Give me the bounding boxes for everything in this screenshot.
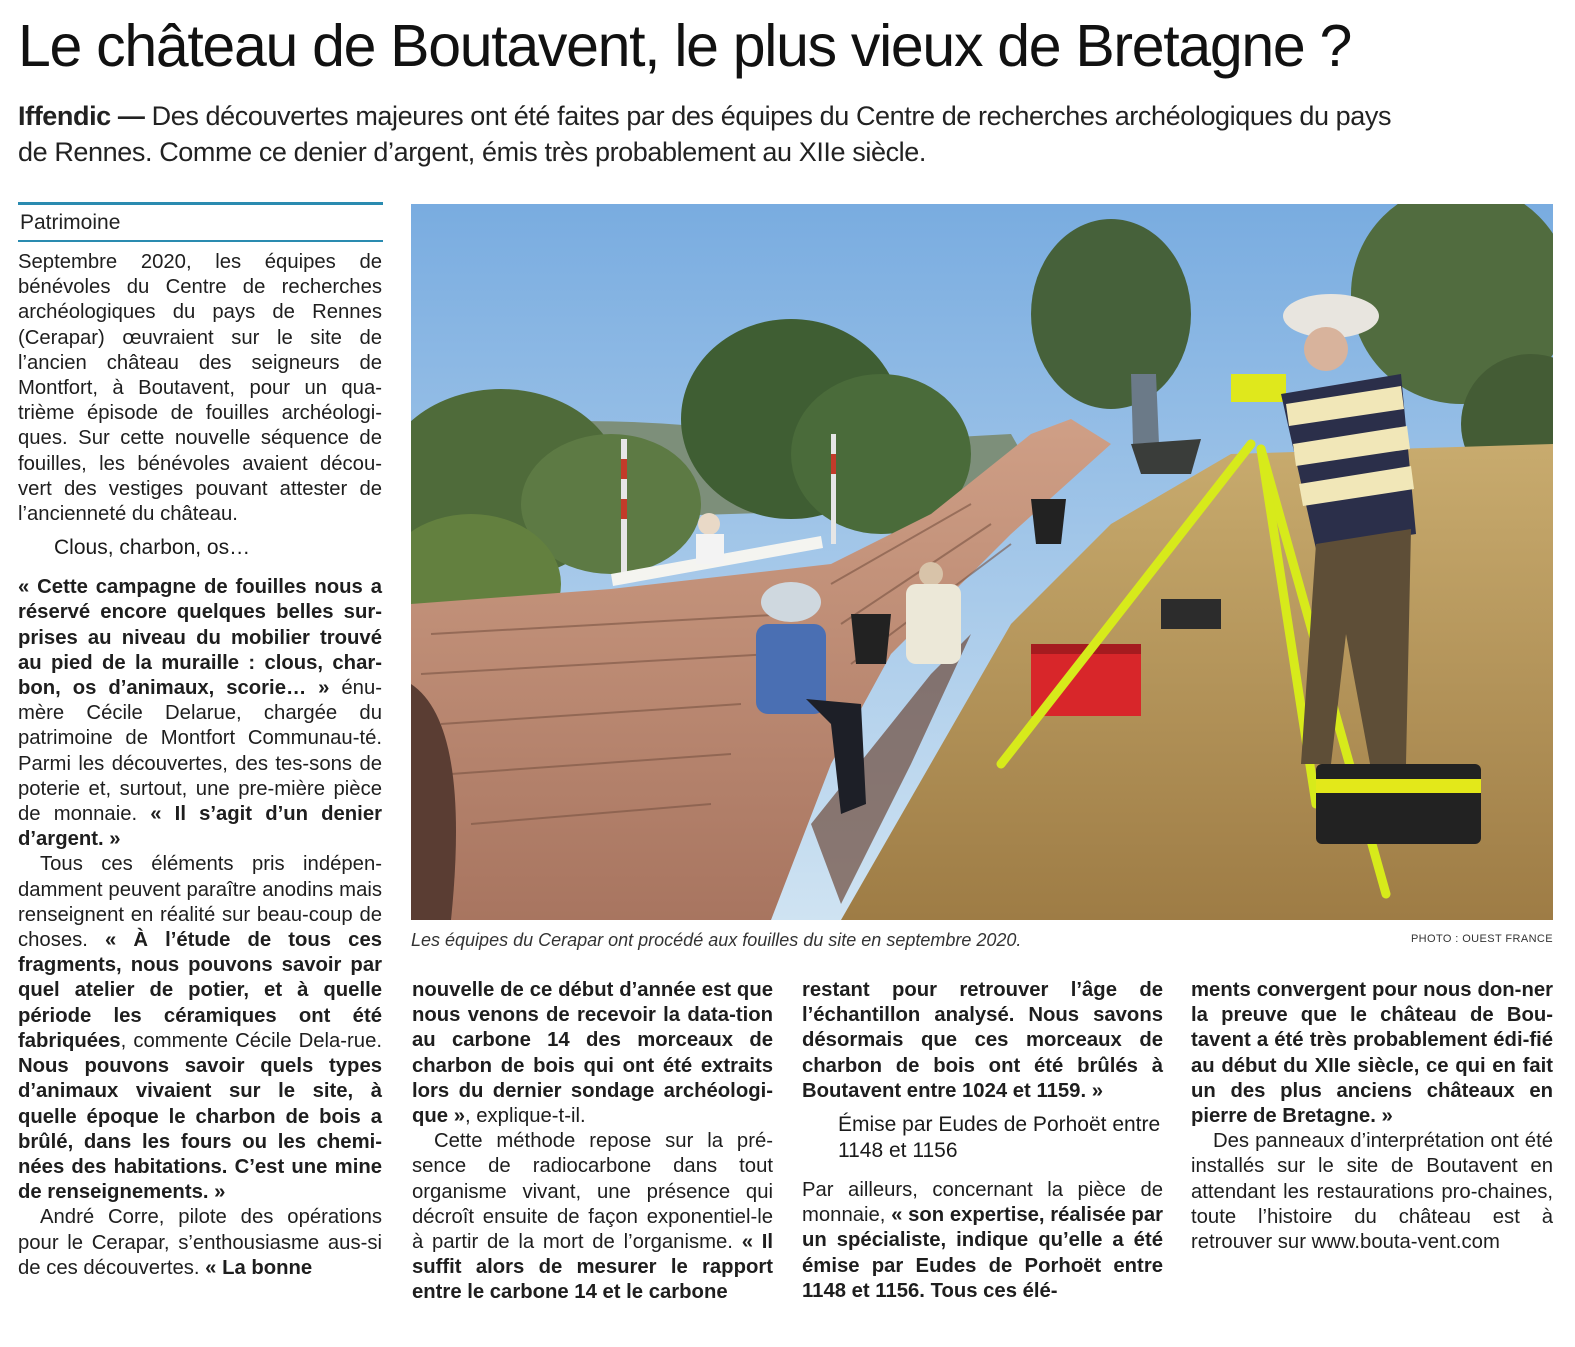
- subheading: Clous, charbon, os…: [54, 536, 251, 560]
- paragraph: [1191, 978, 1553, 1129]
- rubric-rule-bottom: [18, 240, 383, 242]
- quote: Nous pouvons savoir quels types d’animaux vivaient sur le site, à quelle époque le charbon de bois a brûlé, dans les fours ou les chemi-nées des habitations. C’est une mine de renseignements. »: [18, 1055, 382, 1204]
- quote: nouvelle de ce début d’année est que nous venons de recevoir la data-tion au carbone 14 des morceaux de charbon de bois qui ont été extraits lors du dernier sondage archéologi-que »: [412, 979, 773, 1128]
- text-run: , explique-t-il.: [464, 1105, 586, 1128]
- text-run: , commente Cécile Dela-rue.: [120, 1029, 382, 1052]
- paragraph: [412, 978, 773, 1129]
- article-column-1: [18, 250, 382, 1281]
- article-column-2: [412, 978, 773, 1306]
- paragraph: [18, 575, 382, 852]
- paragraph: [412, 1129, 773, 1305]
- paragraph: [18, 852, 382, 1205]
- text-run: énu-mère Cécile Delarue, chargée du patrimoine de Montfort Communau-té. Parmi les découvertes, des tes-sons de poterie et, surtout, une pre-mière pièce de monnaie.: [18, 677, 382, 826]
- standfirst-text: Des découvertes majeures ont été faites par des équipes du Centre de recherches archéologiques du pays de Rennes. Comme ce denier d’argent, émis très probablement au XIIe siècle.: [18, 101, 1392, 167]
- text-run: Tous ces éléments pris indépen-damment peuvent paraître anodins mais renseignent en réalité sur beau-coup de choses.: [18, 853, 382, 952]
- text-run: Cette méthode repose sur la pré-sence de radiocarbone dans tout organisme vivant, une présence qui décroît ensuite de façon exponentiel-le à partir de la mort de l’organisme.: [412, 1130, 773, 1254]
- rubric-rule-top: [18, 202, 383, 205]
- paragraph: Des panneaux d’interprétation ont été installés sur le site de Boutavent en attendant les restaurations pro-chaines, toute l’histoire du château est à retrouver sur www.bouta-vent.com: [1191, 1130, 1553, 1254]
- paragraph: [18, 1205, 382, 1281]
- photo-credit: PHOTO : OUEST FRANCE: [1410, 933, 1553, 945]
- photo-caption: Les équipes du Cerapar ont procédé aux fouilles du site en septembre 2020.: [411, 930, 1022, 950]
- text-run: André Corre, pilote des opérations pour le Cerapar, s’enthousiasme aus-si de ces découvertes.: [18, 1206, 382, 1279]
- excavation-photo: [411, 204, 1553, 920]
- quote: restant pour retrouver l’âge de l’échantillon analysé. Nous savons désormais que ces morceaux de charbon de bois ont été brûlés à Boutavent entre 1024 et 1159. »: [802, 979, 1163, 1102]
- subheading: Émise par Eudes de Porhoët entre 1148 et 1156: [838, 1113, 1161, 1163]
- quote: « Cette campagne de fouilles nous a réservé encore quelques belles sur-prises au niveau du mobilier trouvé au pied de la muraille : clous, char-bon, os d’animaux, scorie… »: [18, 576, 382, 700]
- quote: « À l’étude de tous ces fragments, nous pouvons savoir par quel atelier de potier, et à quelle période les céramiques ont été fabriquées: [18, 929, 383, 1052]
- quote: ments convergent pour nous don-ner la preuve que le château de Bou-tavent a été très probablement édi-fié au début du XIIe siècle, ce qui en fait un des plus anciens châteaux en pierre de Bretagne. »: [1191, 979, 1553, 1128]
- quote: « Il suffit alors de mesurer le rapport entre le carbone 14 et le carbone: [412, 1231, 774, 1304]
- excavation-illustration: [411, 204, 1553, 920]
- paragraph: Septembre 2020, les équipes de bénévoles du Centre de recherches archéologiques du pays de Rennes (Cerapar) œuvraient sur le site de l’ancien château des seigneurs de Montfort, à Boutavent, pour un qua-trième épisode de fouilles archéologi-ques. Sur cette nouvelle séquence de fouilles, les bénévoles avaient décou-vert des vestiges pouvant attester de l’ancienneté du château.: [18, 251, 382, 526]
- quote: « La bonne: [205, 1256, 313, 1279]
- quote: « son expertise, réalisée par un spécialiste, indique qu’elle a été émise par Eudes de Porhoët entre 1148 et 1156. Tous ces élé-: [802, 1204, 1163, 1302]
- rubric-label: Patrimoine: [20, 211, 121, 234]
- paragraph: [802, 978, 1163, 1104]
- article-column-3: [802, 978, 1163, 1304]
- paragraph: [802, 1178, 1163, 1304]
- article-column-4: [1191, 978, 1553, 1255]
- dateline-place: Iffendic —: [18, 101, 145, 131]
- quote: « Il s’agit d’un denier d’argent. »: [18, 803, 382, 851]
- text-run: Par ailleurs, concernant la pièce de monnaie,: [802, 1179, 1163, 1227]
- standfirst: [18, 98, 1398, 170]
- headline: Le château de Boutavent, le plus vieux de Bretagne ?: [18, 13, 1352, 79]
